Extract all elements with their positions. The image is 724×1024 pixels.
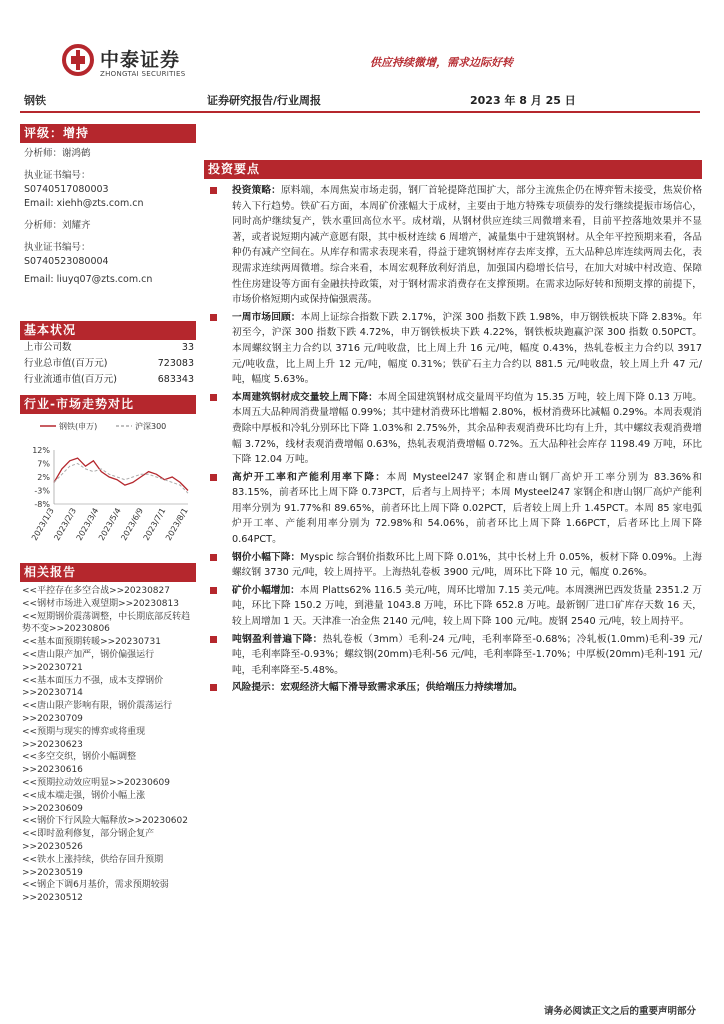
related-report-link[interactable]: <<唐山限产影响有限，钢价震荡运行>>20230709 <box>22 701 173 724</box>
analyst-cert: S0740523080004 <box>24 256 109 267</box>
logo-cn-text: 中泰证券 <box>100 49 181 71</box>
related-report-link[interactable]: <<基本面预期转暖>>20230731 <box>22 637 161 648</box>
related-report-link[interactable]: <<唐山限产加严，钢价偏强运行>>20230721 <box>22 649 155 673</box>
paragraph-text: 原料端，本周焦炭市场走弱，钢厂首轮提降范围扩大，部分主流焦企仍在博弈暂未接受，焦炭价格转入下行趋势。铁矿石方面，本周矿价涨幅大于成材，主要由于地方特殊专项债券的发行继续提振市场信心，同时高炉继续复产，铁水重回高位水平。成材端，从钢材供应连续三周微增来看，目前平控落地效果并不显著，或者说短期内减产意愿有限，其中板材连续 6 周增产，减量集中于建筑钢材。从全年平控预期来看，各品种仍有减产空间在。从库存和需求表现来看，得益于建筑钢材库存去库支撑，五大品种总库连续两周去化，表现需求连续两周微增。综合来看，本周宏观释放利好消息，加强国内稳增长信号，在加大对城中村改造、保障性住房建设等方面有金融扶持政策，对于钢材需求消费存在支撑预期。在需求边际好转和预期支撑的前提下，市场价格短期内或保持偏强震荡。 <box>232 185 703 306</box>
paragraph-text: Myspic 综合钢价指数环比上周下降 0.01%，其中长材上升 0.05%，板材下降 0.09%。上海螺纹钢 3730 元/吨，较上周持平。上海热轧卷板 3900 元/吨，周环比下降 10 元，幅度 0.26%。 <box>232 551 702 579</box>
analyst-list <box>24 145 196 287</box>
paragraph-heading: 矿价小幅增加： <box>232 584 300 596</box>
y-tick-label: 7% <box>37 459 50 469</box>
analyst-email[interactable]: Email: liuyq07@zts.com.cn <box>24 274 153 285</box>
x-tick-label: 2023/3/4 <box>74 506 101 543</box>
highlight-paragraph <box>204 183 702 308</box>
paragraph-text: 本周全国建筑钢材成交量周平均值为 15.35 万吨，较上周下降 0.13 万吨。本周五大品种周消费量增幅 0.99%；其中建材消费环比增幅 2.80%，板材消费环比减幅 0.29%。本周表观消费除中厚板和冷轧分别环比下降 1.03%和 2.75%外，其余品种表观消费环比均有上升，其中螺纹表观消费增幅 3.72%，线材表观消费增幅 0.63%，热轧表观消费增幅 0.72%。五大品种社会库存 1198.49 万吨，环比下降 12.04 万吨。 <box>232 391 702 466</box>
company-logo-icon <box>62 44 94 76</box>
analyst-name: 分析师：刘耀齐 <box>24 220 91 231</box>
trend-chart <box>20 414 196 564</box>
analyst-cert-label: 执业证书编号： <box>24 242 91 253</box>
paragraph-heading: 钢价小幅下降： <box>232 551 301 563</box>
basic-info-key: 上市公司数 <box>24 342 72 353</box>
paragraph-text: 本周上证综合指数下跌 2.17%，沪深 300 指数下跌 1.98%，申万钢铁板块下降 2.83%。年初至今，沪深 300 指数下跌 4.72%，申万钢铁板块下跌 4.22%，钢铁板块跑赢沪深 300 指数 0.50PCT。本周螺纹钢主力合约以 3716 元/吨收盘，比上周上升 16 元/吨，幅度 0.43%，热轧卷板主力合约以 3917 元/吨收盘，比上周上升 12 元/吨，幅度 0.31%；铁矿石主力合约以 881.5 元/吨收盘，较上周上升 47 元/吨，幅度 5.63%。 <box>232 311 703 386</box>
analyst-cert-label: 执业证书编号： <box>24 170 91 181</box>
bullet-icon <box>210 474 217 481</box>
related-report-link[interactable]: <<钢材市场进入观望期>>20230813 <box>22 598 179 609</box>
y-tick-label: -8% <box>34 500 50 509</box>
highlight-paragraph <box>204 470 702 548</box>
highlight-paragraph <box>204 390 702 468</box>
related-report-link[interactable]: <<钢企下调6月基价，需求预期较弱>>20230512 <box>22 880 169 904</box>
rating-label: 评级：增持 <box>20 124 196 143</box>
related-report-link[interactable]: <<基本面压力不强，成本支撑钢价>>20230714 <box>22 675 164 699</box>
x-tick-label: 2023/6/9 <box>119 506 146 543</box>
rating-box <box>20 124 196 143</box>
basic-info-value: 33 <box>181 342 194 353</box>
related-report-link[interactable]: <<平控存在多空合战>>20230827 <box>22 586 170 596</box>
paragraph-heading: 高炉开工率和产能利用率下降： <box>232 471 387 483</box>
analyst-cert: S0740517080003 <box>24 184 109 195</box>
basic-info-value: 683343 <box>157 374 194 385</box>
footer-disclaimer: 请务必阅读正文之后的重要声明部分 <box>543 1006 696 1017</box>
bullet-icon <box>210 314 217 321</box>
highlight-paragraph <box>204 632 702 679</box>
report-title: 供应持续微增，需求边际好转 <box>370 56 513 69</box>
basic-info-box <box>20 321 196 388</box>
x-tick-label: 2023/2/3 <box>52 506 79 543</box>
bullet-icon <box>210 187 217 194</box>
related-report-link[interactable]: <<预期与现实的博弈或将重现>>20230623 <box>22 726 146 750</box>
report-type: 证券研究报告/行业周报 <box>207 94 322 107</box>
highlight-paragraph <box>204 550 702 581</box>
paragraph-heading: 风险提示： <box>232 682 281 694</box>
related-report-link[interactable]: <<成本端走强，钢价小幅上涨>>20230609 <box>22 790 146 814</box>
paragraph-text: 本周 Mysteel247 家钢企和唐山钢厂高炉开工率分别为 83.36%和 83.15%，前者环比上周下降 0.73PCT，后者与上周持平；本周 Mysteel247 家钢企和唐山钢厂高炉产能利用率分别为 91.77%和 89.65%，前者环比上周下降 0.02PCT，后者较上周上升 1.45PCT。本周 85 家电弧炉开工率、产能利用率分别为 72.98%和 54.06%，前者环比上周下降 1.66PCT，后者环比上周下降 0.64PCT。 <box>232 471 702 546</box>
logo-en-text: ZHONGTAI SECURITIES <box>100 70 186 78</box>
paragraph-heading: 吨钢盈利普遍下降： <box>232 633 323 645</box>
related-report-link[interactable]: <<预期拉动效应明显>>20230609 <box>22 777 170 788</box>
chart-title: 行业-市场走势对比 <box>20 395 196 414</box>
company-logo <box>62 44 202 86</box>
bullet-icon <box>210 636 217 643</box>
related-report-link[interactable]: <<短期钢价震荡调整，中长期底部反转趋势不变>>20230806 <box>22 611 191 635</box>
bullet-icon <box>210 554 217 561</box>
highlight-paragraph <box>204 310 702 388</box>
basic-info-row <box>20 340 196 356</box>
header-divider <box>20 111 700 113</box>
x-tick-label: 2023/1/3 <box>29 506 56 543</box>
highlight-paragraph <box>204 680 702 696</box>
related-title: 相关报告 <box>20 563 196 582</box>
series-line <box>54 458 188 490</box>
paragraph-heading: 本周建筑钢材成交量较上周下降： <box>232 391 378 403</box>
basic-info-title: 基本状况 <box>20 321 196 340</box>
highlight-paragraph <box>204 583 702 630</box>
bullet-icon <box>210 684 217 691</box>
related-report-link[interactable]: <<多空交织，钢价小幅调整>>20230616 <box>22 752 137 776</box>
y-tick-label: 12% <box>32 446 50 455</box>
basic-info-row <box>20 356 196 372</box>
trend-chart-svg <box>20 414 196 564</box>
basic-info-key: 行业流通市值(百万元) <box>24 374 117 385</box>
related-report-link[interactable]: <<钢价下行风险大幅释放>>20230602 <box>22 816 188 827</box>
investment-highlights <box>204 160 702 696</box>
related-report-link[interactable]: <<即时盈利修复，部分钢企复产>>20230526 <box>22 829 155 852</box>
section-title: 投资要点 <box>204 160 702 179</box>
related-report-link[interactable]: <<铁水上涨持续，供给存回升预期>>20230519 <box>22 854 164 878</box>
analyst-name: 分析师：谢鸿鹤 <box>24 148 91 159</box>
related-list <box>20 582 196 905</box>
paragraph-heading: 投资策略： <box>232 185 281 196</box>
basic-info-value: 723083 <box>157 358 194 369</box>
paragraph-heading: 一周市场回顾： <box>232 311 301 323</box>
x-tick-label: 2023/8/1 <box>163 506 190 543</box>
x-tick-label: 2023/5/4 <box>96 506 123 543</box>
basic-info-row <box>20 372 196 388</box>
paragraph-text: 热轧卷板（3mm）毛利-24 元/吨，毛利率降至-0.68%；冷轧板(1.0mm)毛利-39 元/吨，毛利率降至-0.93%；螺纹钢(20mm)毛利-56 元/吨，毛利率降至-1.70%；中厚板(20mm)毛利-191 元/吨，毛利率降至-5.48%。 <box>232 633 702 676</box>
paragraph-text: 宏观经济大幅下滑导致需求承压；供给端压力持续增加。 <box>280 682 523 694</box>
x-tick-label: 2023/7/1 <box>141 506 168 543</box>
bullet-icon <box>210 394 217 401</box>
paragraph-text: 本周 Platts62% 116.5 美元/吨，周环比增加 7.15 美元/吨。本周澳洲巴西发货量 2351.2 万吨，环比下降 150.2 万吨，到港量 1043.8 万吨，环比下降 652.8 万吨。最新钢厂进口矿库存天数 16 天，较上周增加 1 天。天津准一冶金焦 2140 元/吨，较上周下降 100 元/吨。废钢 2540 元/吨，较上周持平。 <box>232 584 702 628</box>
sector-label: 钢铁 <box>24 94 46 107</box>
bullet-icon <box>210 587 217 594</box>
basic-info-key: 行业总市值(百万元) <box>24 358 108 369</box>
report-date: 2023 年 8 月 25 日 <box>470 94 576 107</box>
legend-label: 沪深300 <box>135 422 167 431</box>
legend-label: 钢铁(申万) <box>59 422 98 431</box>
paragraph-list <box>204 179 702 696</box>
analyst-email[interactable]: Email: xiehh@zts.com.cn <box>24 198 144 209</box>
y-tick-label: 2% <box>37 473 50 482</box>
y-tick-label: -3% <box>34 486 50 496</box>
related-reports <box>20 563 196 905</box>
trend-chart-box <box>20 395 196 564</box>
